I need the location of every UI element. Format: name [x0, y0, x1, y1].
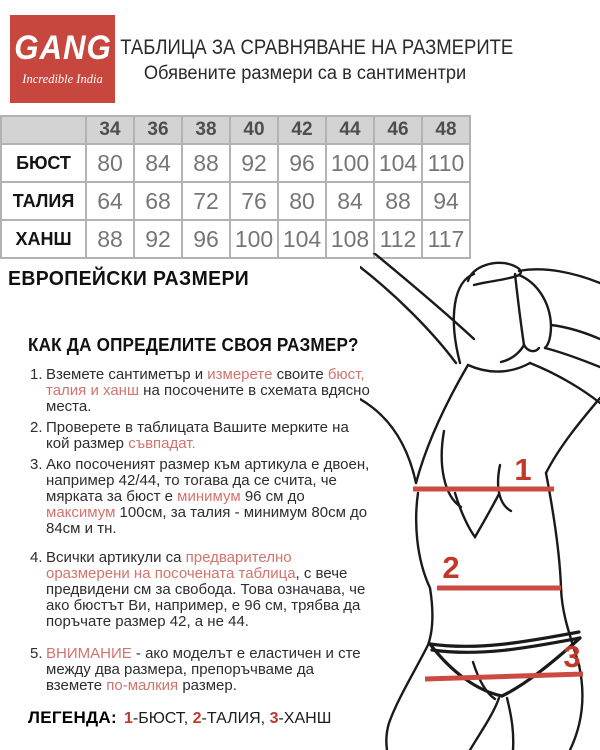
- header: [95, 36, 515, 85]
- page-title: ТАБЛИЦА ЗА СРАВНЯВАНЕ НА РАЗМЕРИТЕ: [120, 36, 514, 59]
- legend-number: 1: [123, 710, 133, 727]
- accent-text: бюст, талия и ханш: [46, 366, 365, 399]
- instruction-text: [46, 420, 374, 452]
- measurement-row-label: ХАНШ: [1, 220, 86, 258]
- instruction-item: [30, 367, 374, 415]
- measurement-row-label: ТАЛИЯ: [1, 182, 86, 220]
- measurement-value-cell: 92: [230, 144, 278, 182]
- instruction-list: [30, 367, 374, 699]
- size-table-row: [1, 182, 470, 220]
- measurement-value-cell: 84: [134, 144, 182, 182]
- instruction-text: [46, 550, 374, 630]
- plain-text: Всички артикули са: [46, 549, 186, 566]
- size-column-header: 44: [326, 116, 374, 144]
- measurement-value-cell: 108: [326, 220, 374, 258]
- measurement-row-label: БЮСТ: [1, 144, 86, 182]
- plain-text: Ако посоченият размер към артикула е двоен, например 42/44, то тогава да се счита, че мярката за бюст е: [46, 456, 370, 505]
- instruction-text: [46, 367, 374, 415]
- bikini-outline: [430, 632, 580, 696]
- measurement-value-cell: 88: [86, 220, 134, 258]
- instruction-item: [30, 420, 374, 452]
- measurement-value-cell: 68: [134, 182, 182, 220]
- measurement-value-cell: 104: [374, 144, 422, 182]
- plain-text: 100см, за талия - минимум 80см до 84см и тн.: [46, 504, 368, 537]
- legend-label: ЛЕГЕНДА:: [28, 708, 117, 727]
- measurement-value-cell: 76: [230, 182, 278, 220]
- measurement-value-cell: 92: [134, 220, 182, 258]
- size-column-header: 38: [182, 116, 230, 144]
- measurement-figure: [360, 253, 600, 750]
- measurement-value-cell: 94: [422, 182, 470, 220]
- legend-name: -ТАЛИЯ,: [201, 710, 270, 727]
- instruction-item: [30, 457, 374, 537]
- legend-name: -ХАНШ: [278, 710, 332, 727]
- measurement-value-cell: 96: [278, 144, 326, 182]
- size-table: [0, 115, 471, 259]
- size-column-header: 40: [230, 116, 278, 144]
- accent-text: ВНИМАНИЕ: [46, 645, 132, 662]
- measurement-value-cell: 110: [422, 144, 470, 182]
- size-table-row: [1, 144, 470, 182]
- measurement-value-cell: 100: [326, 144, 374, 182]
- plain-text: на посочените в схемата вдясно места.: [46, 382, 370, 415]
- size-column-header: 48: [422, 116, 470, 144]
- how-to-heading: КАК ДА ОПРЕДЕЛИТЕ СВОЯ РАЗМЕР?: [28, 335, 359, 355]
- legend-name: -БЮСТ,: [132, 710, 193, 727]
- legend-number: 2: [192, 710, 202, 727]
- hips-measure-line: [425, 674, 583, 679]
- instruction-number: 3.: [30, 456, 43, 473]
- accent-text: предварително оразмерени на посочената таблица: [46, 549, 296, 582]
- waist-marker: 2: [442, 550, 460, 585]
- plain-text: Вземете сантиметър и: [46, 366, 208, 383]
- measurement-value-cell: 64: [86, 182, 134, 220]
- size-column-header: 36: [134, 116, 182, 144]
- european-sizes-heading: ЕВРОПЕЙСКИ РАЗМЕРИ: [8, 268, 250, 290]
- size-column-header: 42: [278, 116, 326, 144]
- bust-marker: 1: [514, 452, 532, 487]
- woman-outline-illustration: [360, 253, 600, 750]
- instruction-text: [46, 457, 374, 537]
- measurement-value-cell: 88: [182, 144, 230, 182]
- plain-text: 96 см до: [240, 488, 305, 505]
- plain-text: - ако моделът е еластичен и сте между два размера, препоръчваме да вземете: [46, 645, 361, 694]
- plain-text: размер.: [178, 677, 237, 694]
- accent-text: максимум: [46, 504, 116, 521]
- page-subtitle: Обявените размери са в сантиментри: [143, 63, 467, 84]
- measurement-value-cell: 104: [278, 220, 326, 258]
- accent-text: по-малкия: [106, 677, 179, 694]
- measurement-value-cell: 80: [278, 182, 326, 220]
- instruction-number: 1.: [30, 366, 43, 383]
- brand-name: GANG: [13, 29, 112, 67]
- instruction-text: [46, 646, 374, 694]
- measurement-value-cell: 100: [230, 220, 278, 258]
- measurement-value-cell: 84: [326, 182, 374, 220]
- size-column-header: 34: [86, 116, 134, 144]
- measurement-value-cell: 117: [422, 220, 470, 258]
- legend: [28, 708, 331, 728]
- instruction-number: 2.: [30, 419, 43, 436]
- size-table-corner-cell: [1, 116, 86, 144]
- legend-items: [124, 710, 331, 728]
- brand-tagline: Incredible India: [22, 72, 103, 86]
- instruction-number: 4.: [30, 549, 43, 566]
- instruction-item: [30, 646, 374, 694]
- hips-marker: 3: [563, 639, 581, 674]
- instruction-number: 5.: [30, 645, 43, 662]
- size-column-header: 46: [374, 116, 422, 144]
- plain-text: своите: [272, 366, 328, 383]
- measurement-value-cell: 72: [182, 182, 230, 220]
- measurement-value-cell: 80: [86, 144, 134, 182]
- measurement-value-cell: 88: [374, 182, 422, 220]
- legend-number: 3: [269, 710, 279, 727]
- accent-text: измерете: [207, 366, 273, 383]
- instruction-item: [30, 550, 374, 630]
- plain-text: , с вече предвидени см за свобода. Това означава, че ако бюстът Ви, например, е 96 см, трябва да поръчате размер 42, а не 44.: [46, 565, 366, 630]
- size-table-body: [1, 144, 470, 258]
- size-table-header-row: [1, 116, 470, 144]
- measurement-value-cell: 112: [374, 220, 422, 258]
- accent-text: минимум: [177, 488, 241, 505]
- accent-text: съвпадат.: [128, 435, 196, 452]
- plain-text: Проверете в таблицата Вашите мерките на кой размер: [46, 419, 349, 452]
- measurement-value-cell: 96: [182, 220, 230, 258]
